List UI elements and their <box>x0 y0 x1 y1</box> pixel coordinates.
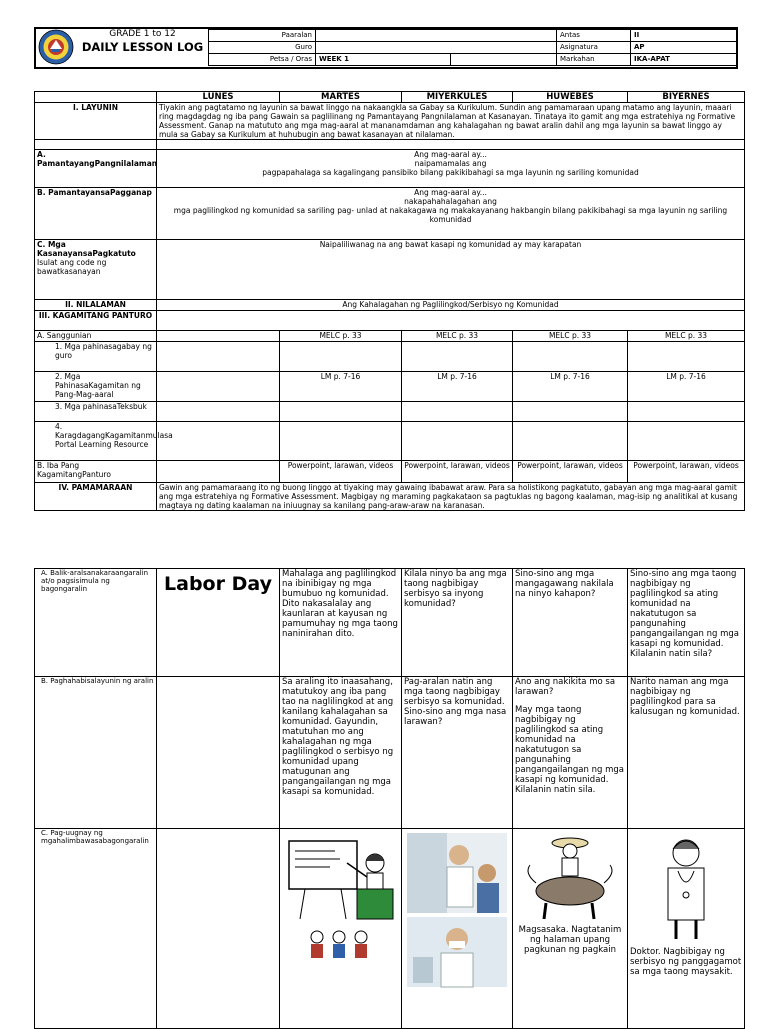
purpose-thursday: Ano ang nakikita mo sa larawan? <box>515 677 616 697</box>
grade-range: GRADE 1 to 12 <box>109 29 176 39</box>
lr-portal-label: 4. KaragdagangKagamitanmulasa Portal Learning Resource <box>35 422 157 461</box>
other-materials-label: B. Iba Pang KagamitangPanturo <box>35 461 157 483</box>
lr-portal-cell <box>402 422 513 461</box>
students-image <box>301 927 381 961</box>
doctor-cartoon-image <box>646 833 726 943</box>
grade-level-value: II <box>631 30 737 42</box>
school-label: Paaralan <box>209 30 316 42</box>
farmer-caption: Magsasaka. Nagtatanim ng halaman upang pagkunan ng pagkain <box>518 925 622 955</box>
header-info-table <box>208 29 737 66</box>
presenting-thursday <box>513 829 628 1029</box>
presenting-wednesday <box>402 829 513 1029</box>
other-materials-wednesday: Powerpoint, larawan, videos <box>402 461 513 483</box>
review-friday: Sino-sino ang mga taong nagbibigay ng paglilingkod sa ating komunidad na nakatutugon sa pangunahing pangangailangan ng mga kasapi ng komunidad. Kilalanin natin sila? <box>628 569 745 677</box>
day-header-blank <box>35 92 157 103</box>
purpose-monday <box>157 677 280 829</box>
content-label: II. NILALAMAN <box>35 300 157 311</box>
lr-portal-cell <box>628 422 745 461</box>
lr-portal-cell <box>280 422 402 461</box>
purpose-label: B. Paghahabisalayunin ng aralin <box>35 677 157 829</box>
deped-seal-logo <box>38 29 74 65</box>
content-standard-line: Ang mag-aaral ay... <box>414 150 487 159</box>
teacher-value <box>316 42 557 54</box>
purpose-thursday-extra: May mga taong nagbibigay ng paglilingkod sa ating komunidad na nakatutugon sa pangunahing pangangailangan ng mga kasapi ng komunidad. Kilalanin natin sila. <box>515 705 624 795</box>
labor-day-holiday: Labor Day <box>157 569 280 677</box>
performance-standard-line: mga paglilingkod ng komunidad sa sariling pag- unlad at nakakagawa ng makakayanang hakbangin bilang pakikibahagi sa mga layunin ng sariling komunidad <box>173 206 728 224</box>
materials-text <box>157 311 745 331</box>
learner-materials-wednesday: LM p. 7-16 <box>402 372 513 402</box>
textbook-cell <box>402 402 513 422</box>
content-standard-line: naipamamalas ang <box>414 159 487 168</box>
learner-materials-label: 2. Mga PahinasaKagamitan ng Pang-Mag-aaral <box>35 372 157 402</box>
performance-standard-line: nakapahahalagahan ang <box>404 197 497 206</box>
performance-standard-label: B. PamantayansaPagganap <box>35 188 157 240</box>
spacer-row <box>157 140 745 150</box>
lr-portal-cell <box>157 422 280 461</box>
objectives-label: I. LAYUNIN <box>35 103 157 140</box>
competency-label: C. Mga KasanayansaPagkatuto <box>37 240 136 258</box>
school-value <box>316 30 557 42</box>
competency-sublabel: Isulat ang code ng bawatkasanayan <box>37 258 107 276</box>
textbook-cell <box>628 402 745 422</box>
doctor-patient-photo <box>407 833 507 913</box>
teacher-whiteboard-image <box>285 833 397 923</box>
textbook-label: 3. Mga pahinasaTeksbuk <box>35 402 157 422</box>
learner-materials-thursday: LM p. 7-16 <box>513 372 628 402</box>
farmer-carabao-image <box>520 833 620 921</box>
textbook-cell <box>513 402 628 422</box>
review-label: A. Balik-aralsanakaraangaralin at/o pagsisimula ng bagongaralin <box>35 569 157 677</box>
day-header-thursday: HUWEBES <box>513 92 628 103</box>
spacer-cell <box>35 140 157 150</box>
performance-standard-text <box>157 188 745 240</box>
other-materials-tuesday: Powerpoint, larawan, videos <box>280 461 402 483</box>
references-label: A. Sanggunian <box>35 331 157 342</box>
learner-materials-tuesday: LM p. 7-16 <box>280 372 402 402</box>
day-header-friday: BIYERNES <box>628 92 745 103</box>
review-thursday: Sino-sino ang mga mangagawang nakilala na ninyo kahapon? <box>513 569 628 677</box>
presenting-tuesday <box>280 829 402 1029</box>
references-friday: MELC p. 33 <box>628 331 745 342</box>
teacher-guide-cell <box>513 342 628 372</box>
teacher-guide-cell <box>402 342 513 372</box>
teacher-guide-label: 1. Mga pahinasagabay ng guro <box>35 342 157 372</box>
content-standard-label: A. PamantayangPangnilalaman <box>35 150 157 188</box>
review-tuesday: Mahalaga ang paglilingkod na ibinibigay ng mga bumubuo ng komunidad. Dito nakasalalay ang kaunlaran at kayusan ng pamumuhay ng mga taong naninirahan dito. <box>280 569 402 677</box>
presenting-friday <box>628 829 745 1029</box>
nurse-photo <box>407 917 507 987</box>
date-blank <box>451 54 557 66</box>
day-header-wednesday: MIYERKULES <box>402 92 513 103</box>
teacher-guide-cell <box>157 342 280 372</box>
purpose-tuesday: Sa araling ito inaasahang, matutukoy ang iba pang tao na naglilingkod at ang kanilang kahalagahan sa komunidad. Gayundin, matutuhan mo ang kahalagahan ng mga paglilingkod o serbisyo ng komunidad upang matugunan ang pangangailangan ng mga kasapi sa komunidad. <box>280 677 402 829</box>
teacher-label: Guro <box>209 42 316 54</box>
references-tuesday: MELC p. 33 <box>280 331 402 342</box>
content-standard-text <box>157 150 745 188</box>
competency-text: Naipaliliwanag na ang bawat kasapi ng komunidad ay may karapatan <box>157 240 745 300</box>
objectives-instructions: Tiyakin ang pagtatamo ng layunin sa bawat linggo na nakaangkla sa Gabay sa Kurikulum. Sundin ang pamamaraan upang matamo ang layunin, maaari ring magdagdag ng iba pang Gawain sa paglilinang ng Pamantayang Pangnilalaman at Kasanayan. Tinataya ito gamit ang mga estratehiya ng Formative Assessment. Ganap na matututo ang mga mag-aaral at mananamdaman ang kahalagahan ng bawat aralin dahil ang mga layunin sa bawat linggo ay mula sa Gabay sa Kurikulum at huhubugin ang bawat kasanayan at nilalaman. <box>157 103 745 140</box>
teacher-guide-cell <box>280 342 402 372</box>
other-materials-friday: Powerpoint, larawan, videos <box>628 461 745 483</box>
lesson-log-table <box>34 91 745 511</box>
other-materials-thursday: Powerpoint, larawan, videos <box>513 461 628 483</box>
purpose-friday: Narito naman ang mga nagbibigay ng paglilingkod para sa kalusugan ng komunidad. <box>628 677 745 829</box>
procedures-instructions: Gawin ang pamamaraang ito ng buong linggo at tiyaking may gawaing ibabawat araw. Para sa holistikong pagkatuto, gabayan ang mga mag-aaral gamit ang mga estratehiya ng Formative Assessment. Magbigay ng maraming pagkakataon sa pagtuklas ng bagong kaalaman, mag-isip ng analitikal at kusang magtaya ng dating kaalaman na iniuugnay sa kanilang pang-araw-araw na karanasan. <box>157 483 745 511</box>
lr-portal-cell <box>513 422 628 461</box>
presenting-monday <box>157 829 280 1029</box>
textbook-cell <box>280 402 402 422</box>
procedures-table <box>34 568 745 1029</box>
quarter-label: Markahan <box>557 54 631 66</box>
learner-materials-blank <box>157 372 280 402</box>
textbook-cell <box>157 402 280 422</box>
purpose-thursday-cell <box>513 677 628 829</box>
day-header-tuesday: MARTES <box>280 92 402 103</box>
content-text: Ang Kahalagahan ng Paglilingkod/Serbisyo ng Komunidad <box>157 300 745 311</box>
other-materials-blank <box>157 461 280 483</box>
review-wednesday: Kilala ninyo ba ang mga taong nagbibigay serbisyo sa inyong komunidad? <box>402 569 513 677</box>
purpose-wednesday: Pag-aralan natin ang mga taong nagbibigay serbisyo sa komunidad. Sino-sino ang mga nasa larawan? <box>402 677 513 829</box>
date-value: WEEK 1 <box>316 54 451 66</box>
references-thursday: MELC p. 33 <box>513 331 628 342</box>
document-title: DAILY LESSON LOG <box>81 40 204 54</box>
materials-label: III. KAGAMITANG PANTURO <box>35 311 157 331</box>
references-wednesday: MELC p. 33 <box>402 331 513 342</box>
references-blank <box>157 331 280 342</box>
subject-label: Asignatura <box>557 42 631 54</box>
grade-level-label: Antas <box>557 30 631 42</box>
date-label: Petsa / Oras <box>209 54 316 66</box>
procedures-label: IV. PAMAMARAAN <box>35 483 157 511</box>
competency-label-cell <box>35 240 157 300</box>
day-header-monday: LUNES <box>157 92 280 103</box>
performance-standard-line: Ang mag-aaral ay... <box>414 188 487 197</box>
doctor-caption: Doktor. Nagbibigay ng serbisyo ng panggagamot sa mga taong maysakit. <box>630 947 742 977</box>
learner-materials-friday: LM p. 7-16 <box>628 372 745 402</box>
teacher-guide-cell <box>628 342 745 372</box>
content-standard-line: pagpapahalaga sa kagalingang pansibiko bilang pakikibahagi sa mga layunin ng sariling komunidad <box>262 168 639 177</box>
quarter-value: IKA-APAT <box>631 54 737 66</box>
subject-value: AP <box>631 42 737 54</box>
presenting-label: C. Pag-uugnay ng mgahalimbawasabagongaralin <box>35 829 157 1029</box>
